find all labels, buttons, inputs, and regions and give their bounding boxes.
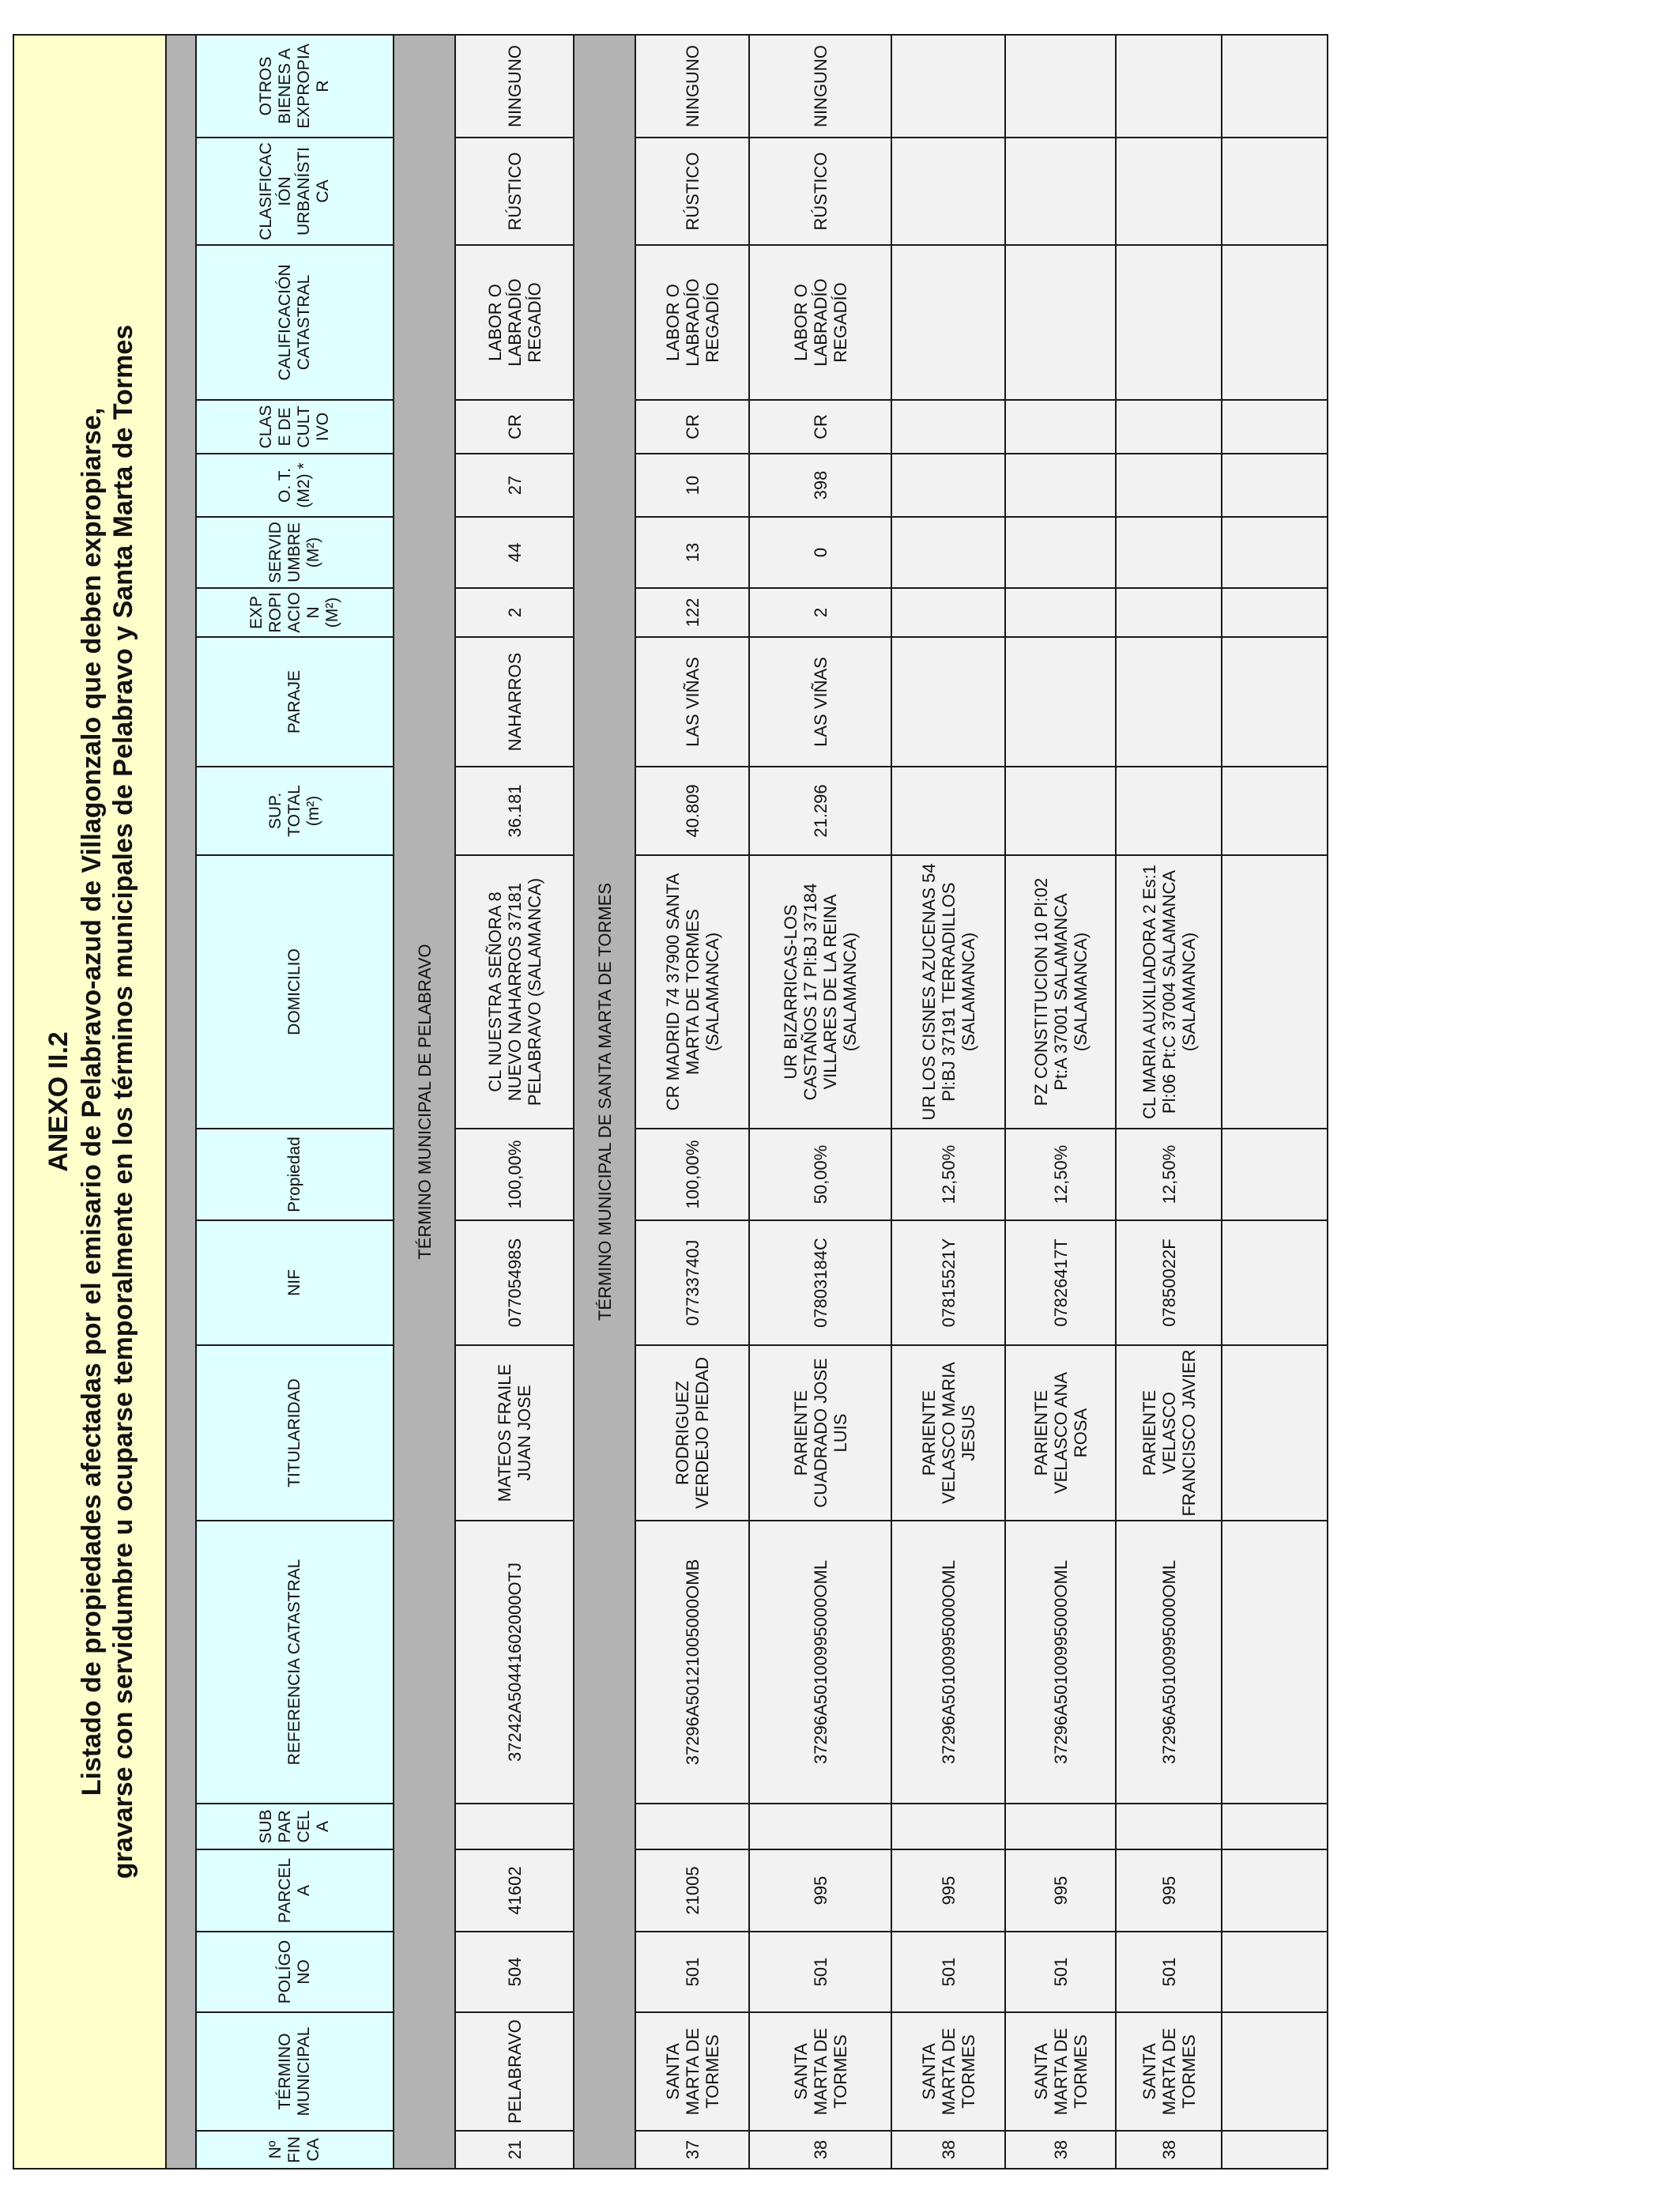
- cell-cultivo: CR: [635, 400, 749, 454]
- section-header-santa-marta: TÉRMINO MUNICIPAL DE SANTA MARTA DE TORMES: [574, 35, 635, 2169]
- cell-termino: SANTA MARTA DE TORMES: [635, 2012, 749, 2131]
- cell-nif: [1222, 1220, 1328, 1345]
- cell-servidumbre: 13: [635, 517, 749, 588]
- cell-termino: SANTA MARTA DE TORMES: [749, 2012, 891, 2131]
- cell-finca: 37: [635, 2131, 749, 2169]
- cell-domicilio: [1222, 855, 1328, 1129]
- cell-otros: NINGUNO: [749, 35, 891, 138]
- annex-title: ANEXO II.2: [43, 1031, 73, 1172]
- cell-calificacion: LABOR O LABRADÍO REGADÍO: [635, 245, 749, 400]
- cell-referencia: 37242A50441602000OTJ: [455, 1521, 574, 1804]
- col-header-parcela: PARCELA: [196, 1849, 394, 1932]
- cell-subparcela: [455, 1804, 574, 1849]
- cell-expropiacion: [891, 588, 1005, 637]
- cell-referencia: 37296A50100995000OML: [749, 1521, 891, 1804]
- section-header-pelabravo: TÉRMINO MUNICIPAL DE PELABRAVO: [394, 35, 455, 2169]
- cell-domicilio: CL MARIA AUXILIADORA 2 Es:1 Pl:06 Pt:C 37004 SALAMANCA (SALAMANCA): [1116, 855, 1222, 1129]
- cell-paraje: [891, 637, 1005, 767]
- cell-finca: 38: [1005, 2131, 1116, 2169]
- col-header-referencia: REFERENCIA CATASTRAL: [196, 1521, 394, 1804]
- document-title-line-2: gravarse con servidumbre u ocuparse temporalmente en los términos municipales de Pelabravo y Santa Marta de Tormes: [107, 324, 138, 1879]
- cell-parcela: 995: [1116, 1849, 1222, 1932]
- cell-titularidad: PARIENTE VELASCO ANA ROSA: [1005, 1345, 1116, 1521]
- table-row: [1222, 35, 1328, 2169]
- col-header-clasificacion: CLASIFICACIÓN URBANÍSTICA: [196, 138, 394, 245]
- cell-servidumbre: [1116, 517, 1222, 588]
- cell-nif: 07705498S: [455, 1220, 574, 1345]
- cell-clasificacion: RÚSTICO: [749, 138, 891, 245]
- cell-titularidad: PARIENTE VELASCO FRANCISCO JAVIER: [1116, 1345, 1222, 1521]
- cell-parcela: 41602: [455, 1849, 574, 1932]
- cell-poligono: 501: [749, 1932, 891, 2012]
- cell-parcela: 995: [749, 1849, 891, 1932]
- cell-referencia: 37296A50100995000OML: [1116, 1521, 1222, 1804]
- cell-termino: [1222, 2012, 1328, 2131]
- cell-sup-total: 36.181: [455, 767, 574, 855]
- cell-poligono: 501: [635, 1932, 749, 2012]
- title-block: [13, 35, 166, 2169]
- cell-referencia: [1222, 1521, 1328, 1804]
- col-header-nif: NIF: [196, 1220, 394, 1345]
- cell-domicilio: UR BIZARRICAS-LOS CASTAÑOS 17 Pl:BJ 37184 VILLARES DE LA REINA (SALAMANCA): [749, 855, 891, 1129]
- cell-paraje: LAS VIÑAS: [635, 637, 749, 767]
- cell-poligono: 501: [1005, 1932, 1116, 2012]
- cell-poligono: 501: [1116, 1932, 1222, 2012]
- col-header-servidumbre: SERVIDUMBRE (M²): [196, 517, 394, 588]
- cell-servidumbre: [1222, 517, 1328, 588]
- cell-otros: NINGUNO: [635, 35, 749, 138]
- cell-propiedad: 50,00%: [749, 1129, 891, 1220]
- cell-paraje: [1005, 637, 1116, 767]
- cell-subparcela: [1005, 1804, 1116, 1849]
- cell-termino: SANTA MARTA DE TORMES: [891, 2012, 1005, 2131]
- cell-domicilio: CR MADRID 74 37900 SANTA MARTA DE TORMES (SALAMANCA): [635, 855, 749, 1129]
- cell-titularidad: PARIENTE VELASCO MARIA JESUS: [891, 1345, 1005, 1521]
- cell-ot: [891, 454, 1005, 517]
- cell-sup-total: 21.296: [749, 767, 891, 855]
- cell-paraje: [1222, 637, 1328, 767]
- cell-domicilio: CL NUESTRA SEÑORA 8 NUEVO NAHARROS 37181 PELABRAVO (SALAMANCA): [455, 855, 574, 1129]
- cell-expropiacion: 2: [455, 588, 574, 637]
- cell-subparcela: [1116, 1804, 1222, 1849]
- cell-expropiacion: [1116, 588, 1222, 637]
- header-row: [196, 35, 394, 2169]
- cell-propiedad: 12,50%: [1005, 1129, 1116, 1220]
- cell-domicilio: UR LOS CISNES AZUCENAS 54 Pl:BJ 37191 TERRADILLOS (SALAMANCA): [891, 855, 1005, 1129]
- cell-paraje: [1116, 637, 1222, 767]
- rotated-landscape-page: [13, 36, 1199, 2169]
- document-title-line-1: Listado de propiedades afectadas por el emisario de Pelabravo-azud de Villagonzalo que deben expropiarse,: [76, 407, 107, 1796]
- table-row: [749, 35, 891, 2169]
- table-row: [635, 35, 749, 2169]
- cell-clasificacion: RÚSTICO: [635, 138, 749, 245]
- cell-servidumbre: [891, 517, 1005, 588]
- cell-titularidad: PARIENTE CUADRADO JOSE LUIS: [749, 1345, 891, 1521]
- cell-calificacion: LABOR O LABRADÍO REGADÍO: [749, 245, 891, 400]
- cell-referencia: 37296A50121005000OMB: [635, 1521, 749, 1804]
- cell-nif: 07733740J: [635, 1220, 749, 1345]
- cell-expropiacion: 2: [749, 588, 891, 637]
- cell-termino: SANTA MARTA DE TORMES: [1005, 2012, 1116, 2131]
- cell-propiedad: 100,00%: [455, 1129, 574, 1220]
- cell-paraje: NAHARROS: [455, 637, 574, 767]
- cell-otros: [891, 35, 1005, 138]
- table-row: [455, 35, 574, 2169]
- cell-sup-total: 40.809: [635, 767, 749, 855]
- cell-subparcela: [749, 1804, 891, 1849]
- cell-otros: [1222, 35, 1328, 138]
- cell-propiedad: [1222, 1129, 1328, 1220]
- cell-propiedad: 12,50%: [1116, 1129, 1222, 1220]
- cell-subparcela: [891, 1804, 1005, 1849]
- cell-sup-total: [1116, 767, 1222, 855]
- cell-finca: 21: [455, 2131, 574, 2169]
- cell-otros: [1005, 35, 1116, 138]
- col-header-calificacion: CALIFICACIÓN CATASTRAL: [196, 245, 394, 400]
- col-header-ot: O. T. (M2) *: [196, 454, 394, 517]
- cell-cultivo: CR: [455, 400, 574, 454]
- cell-poligono: [1222, 1932, 1328, 2012]
- cell-sup-total: [891, 767, 1005, 855]
- cell-otros: [1116, 35, 1222, 138]
- cell-expropiacion: 122: [635, 588, 749, 637]
- col-header-termino: TÉRMINO MUNICIPAL: [196, 2012, 394, 2131]
- table-row: [1116, 35, 1222, 2169]
- cell-domicilio: PZ CONSTITUCION 10 Pl:02 Pt:A 37001 SALAMANCA (SALAMANCA): [1005, 855, 1116, 1129]
- cell-titularidad: [1222, 1345, 1328, 1521]
- cell-calificacion: LABOR O LABRADÍO REGADÍO: [455, 245, 574, 400]
- cell-referencia: 37296A50100995000OML: [1005, 1521, 1116, 1804]
- cell-nif: 07815521Y: [891, 1220, 1005, 1345]
- cell-termino: PELABRAVO: [455, 2012, 574, 2131]
- cell-finca: 38: [749, 2131, 891, 2169]
- cell-ot: 27: [455, 454, 574, 517]
- table-row: [891, 35, 1005, 2169]
- cell-servidumbre: 44: [455, 517, 574, 588]
- cell-expropiacion: [1222, 588, 1328, 637]
- cell-termino: SANTA MARTA DE TORMES: [1116, 2012, 1222, 2131]
- cell-clasificacion: [1005, 138, 1116, 245]
- properties-table: [13, 34, 1328, 2169]
- cell-subparcela: [635, 1804, 749, 1849]
- cell-subparcela: [1222, 1804, 1328, 1849]
- cell-paraje: LAS VIÑAS: [749, 637, 891, 767]
- cell-servidumbre: [1005, 517, 1116, 588]
- cell-titularidad: MATEOS FRAILE JUAN JOSE: [455, 1345, 574, 1521]
- cell-expropiacion: [1005, 588, 1116, 637]
- table-row: [1005, 35, 1116, 2169]
- cell-cultivo: [891, 400, 1005, 454]
- cell-clasificacion: [1222, 138, 1328, 245]
- cell-cultivo: [1005, 400, 1116, 454]
- cell-parcela: 995: [1005, 1849, 1116, 1932]
- cell-clasificacion: [891, 138, 1005, 245]
- col-header-otros: OTROS BIENES A EXPROPIAR: [196, 35, 394, 138]
- cell-nif: 07850022F: [1116, 1220, 1222, 1345]
- col-header-cultivo: CLASE DE CULTIVO: [196, 400, 394, 454]
- spacer-band: [166, 35, 196, 2169]
- cell-cultivo: [1116, 400, 1222, 454]
- cell-sup-total: [1005, 767, 1116, 855]
- cell-propiedad: 12,50%: [891, 1129, 1005, 1220]
- cell-calificacion: [891, 245, 1005, 400]
- col-header-titularidad: TITULARIDAD: [196, 1345, 394, 1521]
- cell-referencia: 37296A50100995000OML: [891, 1521, 1005, 1804]
- cell-cultivo: [1222, 400, 1328, 454]
- cell-ot: [1222, 454, 1328, 517]
- cell-nif: 07803184C: [749, 1220, 891, 1345]
- cell-servidumbre: 0: [749, 517, 891, 588]
- cell-propiedad: 100,00%: [635, 1129, 749, 1220]
- cell-otros: NINGUNO: [455, 35, 574, 138]
- cell-parcela: [1222, 1849, 1328, 1932]
- cell-cultivo: CR: [749, 400, 891, 454]
- cell-sup-total: [1222, 767, 1328, 855]
- cell-clasificacion: RÚSTICO: [455, 138, 574, 245]
- cell-poligono: 501: [891, 1932, 1005, 2012]
- cell-ot: [1116, 454, 1222, 517]
- col-header-poligono: POLÍGONO: [196, 1932, 394, 2012]
- cell-ot: 398: [749, 454, 891, 517]
- col-header-paraje: PARAJE: [196, 637, 394, 767]
- cell-ot: [1005, 454, 1116, 517]
- cell-parcela: 995: [891, 1849, 1005, 1932]
- col-header-propiedad: Propiedad: [196, 1129, 394, 1220]
- col-header-finca: Nº FINCA: [196, 2131, 394, 2169]
- cell-calificacion: [1222, 245, 1328, 400]
- cell-clasificacion: [1116, 138, 1222, 245]
- cell-finca: [1222, 2131, 1328, 2169]
- cell-titularidad: RODRIGUEZ VERDEJO PIEDAD: [635, 1345, 749, 1521]
- cell-finca: 38: [1116, 2131, 1222, 2169]
- cell-nif: 07826417T: [1005, 1220, 1116, 1345]
- cell-calificacion: [1005, 245, 1116, 400]
- col-header-domicilio: DOMICILIO: [196, 855, 394, 1129]
- cell-parcela: 21005: [635, 1849, 749, 1932]
- col-header-subparcela: SUBPARCELA: [196, 1804, 394, 1849]
- col-header-sup-total: SUP. TOTAL (m²): [196, 767, 394, 855]
- cell-ot: 10: [635, 454, 749, 517]
- cell-finca: 38: [891, 2131, 1005, 2169]
- cell-poligono: 504: [455, 1932, 574, 2012]
- cell-calificacion: [1116, 245, 1222, 400]
- col-header-expropiacion: EXPROPIACION (M²): [196, 588, 394, 637]
